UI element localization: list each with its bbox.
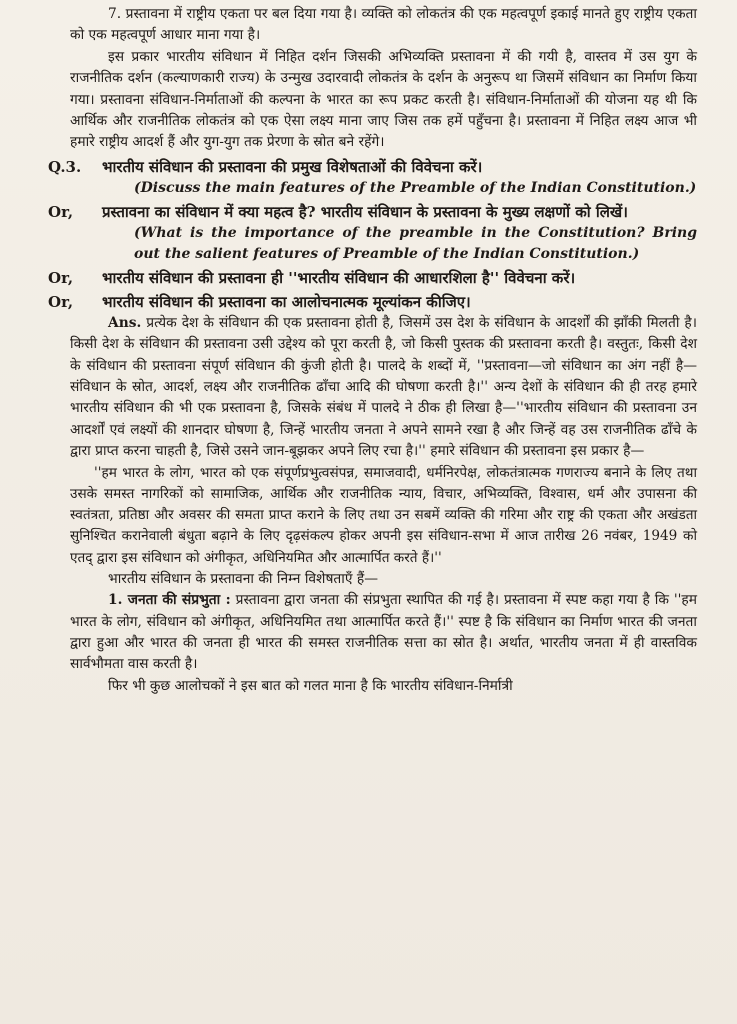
or-question-3 xyxy=(48,291,697,313)
or-question-english: (What is the importance of the preamble in the Constitution? Bring out the salient features of Preamble of the Indian Constitution.) xyxy=(134,224,697,262)
final-line: फिर भी कुछ आलोचकों ने इस बात को गलत माना है कि भारतीय संविधान-निर्मात्री xyxy=(108,677,513,694)
or-question-hindi: भारतीय संविधान की प्रस्तावना ही ''भारतीय संविधान की आधारशिला है'' विवेचना करें। xyxy=(102,268,576,287)
question-3 xyxy=(48,156,697,178)
question-hindi: भारतीय संविधान की प्रस्तावना की प्रमुख विशेषताओं की विवेचना करें। xyxy=(102,157,483,176)
feature-1-text: प्रस्तावना द्वारा जनता की संप्रभुता स्थापित की गई है। प्रस्तावना में स्पष्ट कहा गया है कि ''हम भारत के लोग, संविधान को अंगीकृत, अधिनियमित तथा आत्मार्पित करते हैं।'' स्पष्ट है कि संविधान का निर्माण भारत की जनता द्वारा हुआ और भारत की जनता ही भारत की समस्त राजनीतिक सत्ता का स्रोत है। अर्थात, भारतीय जनता में ही वास्तविक सार्वभौमता वास करती है। xyxy=(70,592,697,673)
or-label: Or, xyxy=(48,292,74,311)
answer-paragraph xyxy=(70,313,697,463)
or-question-1 xyxy=(48,201,697,223)
question-english: (Discuss the main features of the Preamble of the Indian Constitution.) xyxy=(134,179,697,196)
answer-text: प्रत्येक देश के संविधान की एक प्रस्तावना होती है, जिसमें उस देश के संविधान के आदर्शों की झाँकी मिलती है। किसी देश के संविधान की प्रस्तावना उसी उद्देश्य को पूरा करती है, जो किसी पुस्तक की प्रस्तावना करती है। वस्तुतः, किसी देश के संविधान की प्रस्तावना संपूर्ण संविधान की कुंजी होती है। पालदे के शब्दों में, ''प्रस्तावना—जो संविधान का अंग नहीं है—संविधान के स्रोत, आदर्श, लक्ष्य और राजनीतिक ढाँचा आदि की घोषणा करती है।'' अन्य देशों के संविधान की ही तरह हमारे भारतीय संविधान की भी एक प्रस्तावना है, जिसके संबंध में पालदे ने ठीक ही लिखा है—''भारतीय संविधान की प्रस्तावना उन आदर्शों एवं लक्ष्यों की शानदार घोषणा है, जिन्हें भारतीय जनता ने अपने सामने रखा है और जिन्हें वह उस राजनीतिक ढाँचे के द्वारा प्राप्त करना चाहती है, जिसे उसने जान-बूझकर अपने लिए रचा है।'' हमारे संविधान की प्रस्तावना इस प्रकार है— xyxy=(70,314,697,460)
or-question-2 xyxy=(48,267,697,289)
or-question-hindi: प्रस्तावना का संविधान में क्या महत्व है? भारतीय संविधान के प्रस्तावना के मुख्य लक्षणों को लिखें। xyxy=(102,202,628,221)
or-question-hindi: भारतीय संविधान की प्रस्तावना का आलोचनात्मक मूल्यांकन कीजिए। xyxy=(102,292,471,311)
summary-paragraph: इस प्रकार भारतीय संविधान में निहित दर्शन जिसकी अभिव्यक्ति प्रस्तावना में की गयी है, वास्तव में उस युग के राजनीतिक दर्शन (कल्याणकारी राज्य) के उन्मुख उदारवादी लोकतंत्र के दर्शन के अनुरूप था जिसमें संविधान का निर्माण किया गया। प्रस्तावना संविधान-निर्माताओं की कल्पना के भारत का रूप प्रकट करती है। संविधान-निर्माताओं की योजना यह थी कि आर्थिक और राजनीतिक लोकतंत्र को एक ऐसा लक्ष्य माना जाए जिस तक हमें पहुँचना है। प्रस्तावना में निहित लक्ष्य आज भी हमारे राष्ट्रीय आदर्श हैं और युग-युग तक प्रेरणा के स्रोत बने रहेंगे। xyxy=(70,48,697,151)
features-intro: भारतीय संविधान के प्रस्तावना की निम्न विशेषताएँ हैं— xyxy=(108,570,378,587)
feature-1-paragraph xyxy=(70,590,697,676)
preamble-quote: ''हम भारत के लोग, भारत को एक संपूर्णप्रभुत्वसंपन्न, समाजवादी, धर्मनिरपेक्ष, लोकतंत्रात्मक गणराज्य बनाने के लिए तथा उसके समस्त नागरिकों को सामाजिक, आर्थिक और राजनीतिक न्याय, विचार, अभिव्यक्ति, विश्वास, धर्म और उपासना की स्वतंत्रता, प्रतिष्ठा और अवसर की समता प्राप्त कराने के लिए तथा उन सबमें व्यक्ति की गरिमा और राष्ट्र की एकता और अखंडता सुनिश्चित करानेवाली बंधुता बढ़ाने के लिए दृढ़संकल्प होकर अपनी इस संविधान-सभा में आज तारीख 26 नवंबर, 1949 को एतद् द्वारा इस संविधान को अंगीकृत, अधिनियमित और आत्मार्पित करते हैं।'' xyxy=(70,464,697,566)
feature-1-heading: 1. जनता की संप्रभुता : xyxy=(108,592,231,609)
answer-label: Ans. xyxy=(108,314,142,331)
or-label: Or, xyxy=(48,268,74,287)
question-label: Q.3. xyxy=(48,157,82,176)
point-7-paragraph: 7. प्रस्तावना में राष्ट्रीय एकता पर बल दिया गया है। व्यक्ति को लोकतंत्र की एक महत्वपूर्ण इकाई मानते हुए राष्ट्रीय एकता को एक महत्वपूर्ण आधार माना गया है। xyxy=(70,6,697,44)
or-label: Or, xyxy=(48,202,74,221)
